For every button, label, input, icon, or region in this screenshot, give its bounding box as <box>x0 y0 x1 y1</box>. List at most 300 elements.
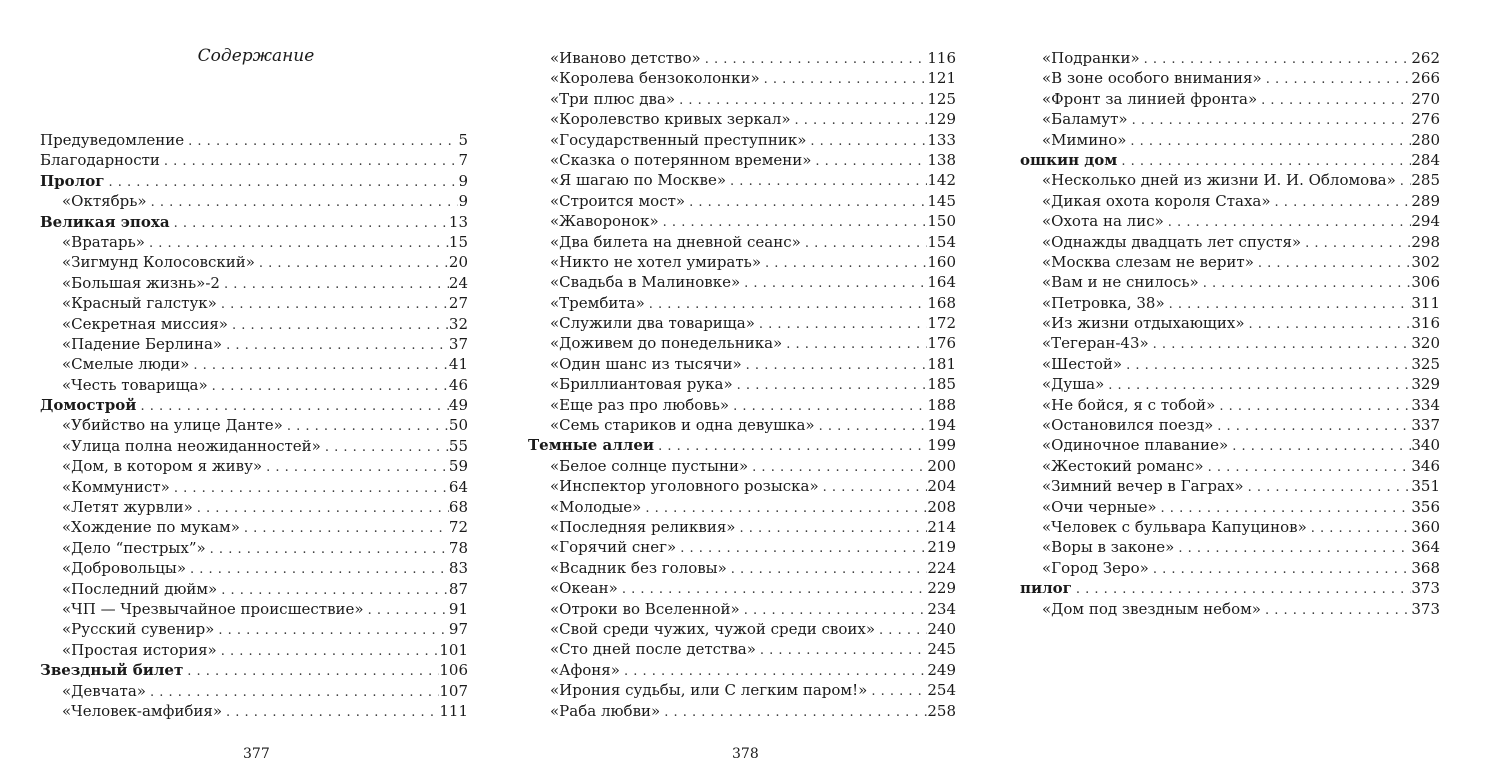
dot-leader <box>761 254 927 272</box>
dot-leader <box>740 274 927 292</box>
dot-leader <box>726 172 927 190</box>
toc-entry <box>40 497 468 517</box>
toc-entry-title: «Последняя реликвия» <box>550 517 736 536</box>
toc-entry-title: «Свой среди чужих, чужой среди своих» <box>550 619 876 638</box>
toc-entry <box>528 293 956 313</box>
dot-leader <box>1213 417 1411 435</box>
toc-entry-title: «Не бойся, я с тобой» <box>1042 395 1216 414</box>
toc-entry-page: 316 <box>1411 314 1440 333</box>
toc-entry-title: «Семь стариков и одна девушка» <box>550 416 815 435</box>
toc-entry <box>40 375 468 395</box>
toc-entry-title: «Девчата» <box>62 681 146 700</box>
toc-entry-title: «Тегеран-43» <box>1042 334 1149 353</box>
toc-entry-page: 150 <box>927 212 956 231</box>
toc-entry-page: 101 <box>439 640 468 659</box>
toc-entry <box>40 538 468 558</box>
toc-entry-title: «Вам и не снилось» <box>1042 273 1199 292</box>
toc-entry <box>1020 456 1440 476</box>
dot-leader <box>1271 193 1412 211</box>
dot-leader <box>676 539 927 557</box>
toc-entry-title: Пролог <box>40 171 105 190</box>
toc-entry <box>1020 89 1440 109</box>
toc-entry-title: «Сказка о потерянном времени» <box>550 150 812 169</box>
toc-entry-title: «В зоне особого внимания» <box>1042 69 1262 88</box>
dot-leader <box>1307 519 1412 537</box>
toc-entry-title: «Простая история» <box>62 640 217 659</box>
toc-entry-page: 356 <box>1411 497 1440 516</box>
dot-leader <box>217 581 449 599</box>
toc-entry-title: ошкин дом <box>1020 150 1118 169</box>
dot-leader <box>755 315 927 333</box>
toc-entry-page: 188 <box>927 395 956 414</box>
toc-entry-page: 111 <box>439 701 468 720</box>
toc-entry-page: 181 <box>927 354 956 373</box>
toc-entry-page: 185 <box>927 375 956 394</box>
toc-entry-title: «Летят журвли» <box>62 498 193 517</box>
toc-entry-title: «Зигмунд Колосовский» <box>62 253 255 272</box>
toc-entry-title: «Охота на лис» <box>1042 212 1164 231</box>
toc-column-2 <box>528 48 956 721</box>
toc-entry-page: 5 <box>458 131 468 149</box>
dot-leader <box>222 703 439 721</box>
dot-leader <box>729 397 927 415</box>
toc-entry <box>528 354 956 374</box>
dot-leader <box>214 621 449 639</box>
dot-leader <box>782 335 927 353</box>
toc-entry <box>528 211 956 231</box>
dot-leader <box>228 316 449 334</box>
dot-leader <box>645 295 928 313</box>
toc-entry-page: 20 <box>448 253 468 272</box>
toc-entry-title: «Очи черные» <box>1042 497 1157 516</box>
dot-leader <box>1244 478 1412 496</box>
dot-leader <box>147 193 459 211</box>
toc-entry-title: «Красный галстук» <box>62 294 217 313</box>
toc-entry <box>1020 109 1440 129</box>
toc-entry <box>528 48 956 68</box>
dot-leader <box>806 132 927 150</box>
dot-leader <box>184 132 458 150</box>
dot-leader <box>654 437 927 455</box>
toc-entry <box>40 191 468 211</box>
toc-entry-title: «Свадьба в Малиновке» <box>550 273 741 292</box>
dot-leader <box>736 519 928 537</box>
dot-leader <box>193 499 449 517</box>
dot-leader <box>867 682 927 700</box>
toc-entry-page: 294 <box>1411 212 1440 231</box>
toc-entry-title: «Королева бензоколонки» <box>550 69 760 88</box>
dot-leader <box>1128 111 1412 129</box>
toc-entry-page: 121 <box>927 69 956 88</box>
toc-entry-title: «Инспектор уголовного розыска» <box>550 477 819 496</box>
toc-entry-page: 204 <box>927 477 956 496</box>
toc-entry <box>528 537 956 557</box>
toc-entry <box>528 497 956 517</box>
toc-entry <box>1020 578 1440 598</box>
dot-leader <box>660 703 927 721</box>
toc-entry-page: 160 <box>927 252 956 271</box>
toc-entry-title: «Дело “пестрых”» <box>62 538 206 557</box>
toc-entry <box>1020 272 1440 292</box>
toc-entry <box>40 579 468 599</box>
toc-entry <box>528 333 956 353</box>
toc-entry <box>528 374 956 394</box>
toc-entry-title: «Дикая охота короля Стаха» <box>1042 191 1271 210</box>
toc-entry <box>1020 48 1440 68</box>
toc-entry-title: «Белое солнце пустыни» <box>550 456 749 475</box>
toc-entry <box>40 212 468 232</box>
toc-entry-page: 138 <box>927 150 956 169</box>
toc-entry-page: 37 <box>448 334 468 353</box>
toc-entry-title: «Баламут» <box>1042 110 1128 129</box>
toc-entry-title: «Всадник без головы» <box>550 558 727 577</box>
toc-entry-page: 302 <box>1411 252 1440 271</box>
dot-leader <box>1149 335 1412 353</box>
toc-entry-page: 320 <box>1411 334 1440 353</box>
toc-entry-title: «Один шанс из тысячи» <box>550 354 742 373</box>
toc-entry <box>1020 150 1440 170</box>
toc-entry <box>1020 313 1440 333</box>
toc-entry-title: «Добровольцы» <box>62 559 186 578</box>
dot-leader <box>364 601 449 619</box>
toc-entry-title: «Раба любви» <box>550 701 661 720</box>
dot-leader <box>875 621 927 639</box>
toc-entry-page: 32 <box>448 314 468 333</box>
toc-entry-page: 284 <box>1411 150 1440 169</box>
toc-entry-page: 334 <box>1411 395 1440 414</box>
toc-entry-page: 373 <box>1411 579 1440 598</box>
toc-entry <box>40 252 468 272</box>
toc-entry-title: «Секретная миссия» <box>62 314 228 333</box>
toc-entry <box>40 456 468 476</box>
toc-entry <box>528 599 956 619</box>
dot-leader <box>1104 376 1411 394</box>
dot-leader <box>1254 254 1411 272</box>
toc-entry-page: 199 <box>927 436 956 455</box>
dot-leader <box>283 417 449 435</box>
toc-entry-title: «Последний дюйм» <box>62 579 218 598</box>
toc-entry <box>40 314 468 334</box>
dot-leader <box>208 377 449 395</box>
toc-entry-title: «Улица полна неожиданностей» <box>62 436 321 455</box>
dot-leader <box>1245 315 1412 333</box>
dot-leader <box>1122 356 1411 374</box>
toc-entry <box>40 558 468 578</box>
toc-entry-title: «Петровка, 38» <box>1042 293 1165 312</box>
dot-leader <box>1301 234 1411 252</box>
dot-leader <box>1164 213 1412 231</box>
toc-entry <box>528 639 956 659</box>
toc-entry-page: 329 <box>1411 375 1440 394</box>
dot-leader <box>733 376 928 394</box>
dot-leader <box>760 70 928 88</box>
dot-leader <box>186 560 449 578</box>
toc-entry-title: «Государственный преступник» <box>550 130 807 149</box>
toc-entry <box>1020 415 1440 435</box>
toc-entry <box>40 395 468 415</box>
toc-entry <box>1020 395 1440 415</box>
dot-leader <box>1140 50 1412 68</box>
toc-entry <box>40 130 468 150</box>
toc-entry <box>1020 537 1440 557</box>
dot-leader <box>240 519 449 537</box>
toc-entry-page: 91 <box>448 599 468 618</box>
toc-entry-page: 87 <box>448 579 468 598</box>
toc-entry-page: 59 <box>448 457 468 476</box>
toc-entry-title: «Служили два товарища» <box>550 314 755 333</box>
toc-entry-page: 194 <box>927 416 956 435</box>
toc-entry-page: 368 <box>1411 558 1440 577</box>
toc-entry-title: пилог <box>1020 579 1072 598</box>
dot-leader <box>170 214 449 232</box>
toc-entry-page: 27 <box>448 294 468 313</box>
toc-entry <box>1020 333 1440 353</box>
dot-leader <box>255 254 449 272</box>
toc-entry <box>40 436 468 456</box>
toc-entry <box>1020 354 1440 374</box>
toc-entry <box>1020 599 1440 619</box>
toc-entry-page: 172 <box>927 314 956 333</box>
toc-entry <box>528 517 956 537</box>
dot-leader <box>136 397 448 415</box>
toc-entry-title: «ЧП — Чрезвычайное происшествие» <box>62 599 364 618</box>
toc-entry <box>528 701 956 721</box>
toc-entry-title: «Человек с бульвара Капуцинов» <box>1042 517 1307 536</box>
toc-entry-page: 13 <box>448 212 468 231</box>
toc-entry-page: 145 <box>927 191 956 210</box>
toc-entry <box>528 89 956 109</box>
toc-entry-page: 68 <box>448 498 468 517</box>
dot-leader <box>160 152 459 170</box>
page-title: Содержание <box>197 46 315 66</box>
toc-entry-page: 142 <box>927 171 956 190</box>
toc-entry <box>528 109 956 129</box>
toc-entry-page: 373 <box>1411 599 1440 618</box>
toc-entry <box>528 272 956 292</box>
toc-entry-page: 364 <box>1411 538 1440 557</box>
dot-leader <box>321 438 449 456</box>
toc-entry-title: «Хождение по мукам» <box>62 518 240 537</box>
toc-entry <box>528 150 956 170</box>
dot-leader <box>819 478 928 496</box>
dot-leader <box>1261 601 1411 619</box>
dot-leader <box>740 601 928 619</box>
dot-leader <box>1257 91 1411 109</box>
toc-entry-page: 266 <box>1411 69 1440 88</box>
toc-entry-title: Предуведомление <box>40 131 185 149</box>
toc-entry-page: 49 <box>448 396 468 415</box>
dot-leader <box>1149 560 1412 578</box>
dot-leader <box>641 499 927 517</box>
dot-leader <box>675 91 927 109</box>
toc-entry-title: «Дом, в котором я живу» <box>62 457 263 476</box>
toc-entry <box>1020 293 1440 313</box>
toc-entry-title: «Остановился поезд» <box>1042 416 1214 435</box>
toc-entry <box>1020 435 1440 455</box>
toc-entry <box>40 599 468 619</box>
toc-entry-title: Великая эпоха <box>40 212 170 231</box>
dot-leader <box>742 356 928 374</box>
toc-entry-title: «Еще раз про любовь» <box>550 395 730 414</box>
toc-entry <box>528 170 956 190</box>
toc-entry <box>528 252 956 272</box>
dot-leader <box>145 234 449 252</box>
toc-entry-page: 360 <box>1411 517 1440 536</box>
toc-entry <box>40 701 468 721</box>
toc-entry-title: Домострой <box>40 396 137 415</box>
dot-leader <box>1262 70 1412 88</box>
dot-leader <box>220 275 449 293</box>
toc-entry-title: «Горячий снег» <box>550 538 677 557</box>
toc-entry <box>528 68 956 88</box>
toc-entry-title: «Сто дней после детства» <box>550 640 756 659</box>
toc-entry-page: 289 <box>1411 191 1440 210</box>
toc-entry-page: 208 <box>927 497 956 516</box>
toc-entry-title: «Океан» <box>550 579 618 598</box>
toc-entry-title: «Однажды двадцать лет спустя» <box>1042 232 1302 251</box>
toc-entry <box>528 232 956 252</box>
toc-entry-title: «Иваново детство» <box>550 49 701 67</box>
toc-entry-page: 337 <box>1411 416 1440 435</box>
toc-entry-page: 214 <box>927 517 956 536</box>
toc-entry-title: «Жестокий романс» <box>1042 456 1204 475</box>
toc-entry-title: «Королевство кривых зеркал» <box>550 110 791 129</box>
toc-entry-page: 200 <box>927 456 956 475</box>
toc-entry <box>528 660 956 680</box>
dot-leader <box>1165 295 1412 313</box>
toc-entry-page: 276 <box>1411 110 1440 129</box>
toc-entry-page: 168 <box>927 293 956 312</box>
toc-entry <box>1020 558 1440 578</box>
toc-entry-title: «Афоня» <box>550 660 620 679</box>
toc-entry-title: «Подранки» <box>1042 49 1140 67</box>
dot-leader <box>104 173 458 191</box>
toc-entry-title: «Три плюс два» <box>550 89 676 108</box>
toc-entry-title: «Шестой» <box>1042 354 1123 373</box>
toc-entry-page: 298 <box>1411 232 1440 251</box>
dot-leader <box>1396 172 1412 190</box>
toc-entry <box>40 619 468 639</box>
dot-leader <box>1072 580 1411 598</box>
dot-leader <box>801 234 928 252</box>
dot-leader <box>262 458 449 476</box>
toc-entry-title: «Я шагаю по Москве» <box>550 171 727 190</box>
toc-entry-title: «Два билета на дневной сеанс» <box>550 232 801 251</box>
toc-entry <box>528 395 956 415</box>
toc-entry <box>40 517 468 537</box>
toc-entry-page: 258 <box>927 701 956 720</box>
dot-leader <box>727 560 928 578</box>
dot-leader <box>620 662 927 680</box>
toc-entry-title: «Доживем до понедельника» <box>550 334 783 353</box>
toc-entry-title: «Смелые люди» <box>62 355 190 374</box>
toc-entry <box>40 273 468 293</box>
toc-entry <box>528 191 956 211</box>
toc-entry-title: «Коммунист» <box>62 477 170 496</box>
toc-column-1 <box>40 130 468 721</box>
toc-entry-page: 285 <box>1411 171 1440 190</box>
toc-entry-page: 50 <box>448 416 468 435</box>
toc-entry-page: 229 <box>927 579 956 598</box>
dot-leader <box>748 458 927 476</box>
dot-leader <box>1228 437 1411 455</box>
toc-entry-title: «Мимино» <box>1042 130 1127 149</box>
toc-entry-title: «Строится мост» <box>550 191 686 210</box>
toc-entry <box>1020 497 1440 517</box>
toc-entry <box>40 681 468 701</box>
toc-entry <box>528 313 956 333</box>
toc-entry-title: «Русский сувенир» <box>62 620 215 639</box>
toc-entry-page: 46 <box>448 375 468 394</box>
toc-entry-page: 106 <box>439 661 468 680</box>
toc-entry <box>40 293 468 313</box>
toc-entry-title: «Несколько дней из жизни И. И. Обломова» <box>1042 171 1396 190</box>
toc-entry <box>1020 476 1440 496</box>
toc-entry-title: «Из жизни отдыхающих» <box>1042 314 1245 333</box>
toc-entry-page: 219 <box>927 538 956 557</box>
toc-entry <box>40 415 468 435</box>
toc-entry <box>40 334 468 354</box>
toc-entry-page: 254 <box>927 681 956 700</box>
toc-entry-page: 78 <box>448 538 468 557</box>
dot-leader <box>183 662 439 680</box>
toc-entry <box>528 415 956 435</box>
toc-entry <box>1020 130 1440 150</box>
toc-entry <box>40 171 468 191</box>
dot-leader <box>189 356 449 374</box>
toc-entry <box>528 680 956 700</box>
toc-entry-page: 15 <box>448 232 468 251</box>
toc-entry-title: «Молодые» <box>550 497 642 516</box>
toc-entry <box>40 660 468 680</box>
dot-leader <box>1199 274 1412 292</box>
dot-leader <box>146 683 439 701</box>
dot-leader <box>685 193 927 211</box>
toc-entry-page: 7 <box>458 151 468 170</box>
toc-entry-title: «Октябрь» <box>62 192 147 211</box>
toc-entry-page: 270 <box>1411 89 1440 108</box>
toc-entry-title: «Город Зеро» <box>1042 558 1149 577</box>
dot-leader <box>756 641 927 659</box>
toc-entry-page: 97 <box>448 620 468 639</box>
toc-entry-page: 176 <box>927 334 956 353</box>
toc-entry-title: «Воры в законе» <box>1042 538 1175 557</box>
dot-leader <box>1117 152 1411 170</box>
toc-entry-page: 311 <box>1411 293 1440 312</box>
toc-entry-page: 325 <box>1411 354 1440 373</box>
toc-entry-title: «Никто не хотел умирать» <box>550 252 762 271</box>
toc-entry-page: 346 <box>1411 456 1440 475</box>
dot-leader <box>1126 132 1411 150</box>
toc-entry-page: 245 <box>927 640 956 659</box>
toc-entry <box>1020 191 1440 211</box>
toc-entry-page: 154 <box>927 232 956 251</box>
toc-entry-title: «Жаворонок» <box>550 212 659 231</box>
toc-entry-page: 72 <box>448 518 468 537</box>
dot-leader <box>815 417 928 435</box>
toc-entry-title: «Убийство на улице Данте» <box>62 416 283 435</box>
toc-entry-page: 224 <box>927 558 956 577</box>
toc-entry-title: «Бриллиантовая рука» <box>550 375 733 394</box>
toc-entry-title: «Фронт за линией фронта» <box>1042 89 1258 108</box>
toc-entry-page: 340 <box>1411 436 1440 455</box>
toc-entry <box>1020 170 1440 190</box>
toc-entry <box>1020 517 1440 537</box>
toc-entry <box>528 578 956 598</box>
toc-entry-title: «Дом под звездным небом» <box>1042 599 1261 618</box>
toc-entry-title: «Падение Берлина» <box>62 334 223 353</box>
toc-entry-title: «Ирония судьбы, или С легким паром!» <box>550 681 868 700</box>
